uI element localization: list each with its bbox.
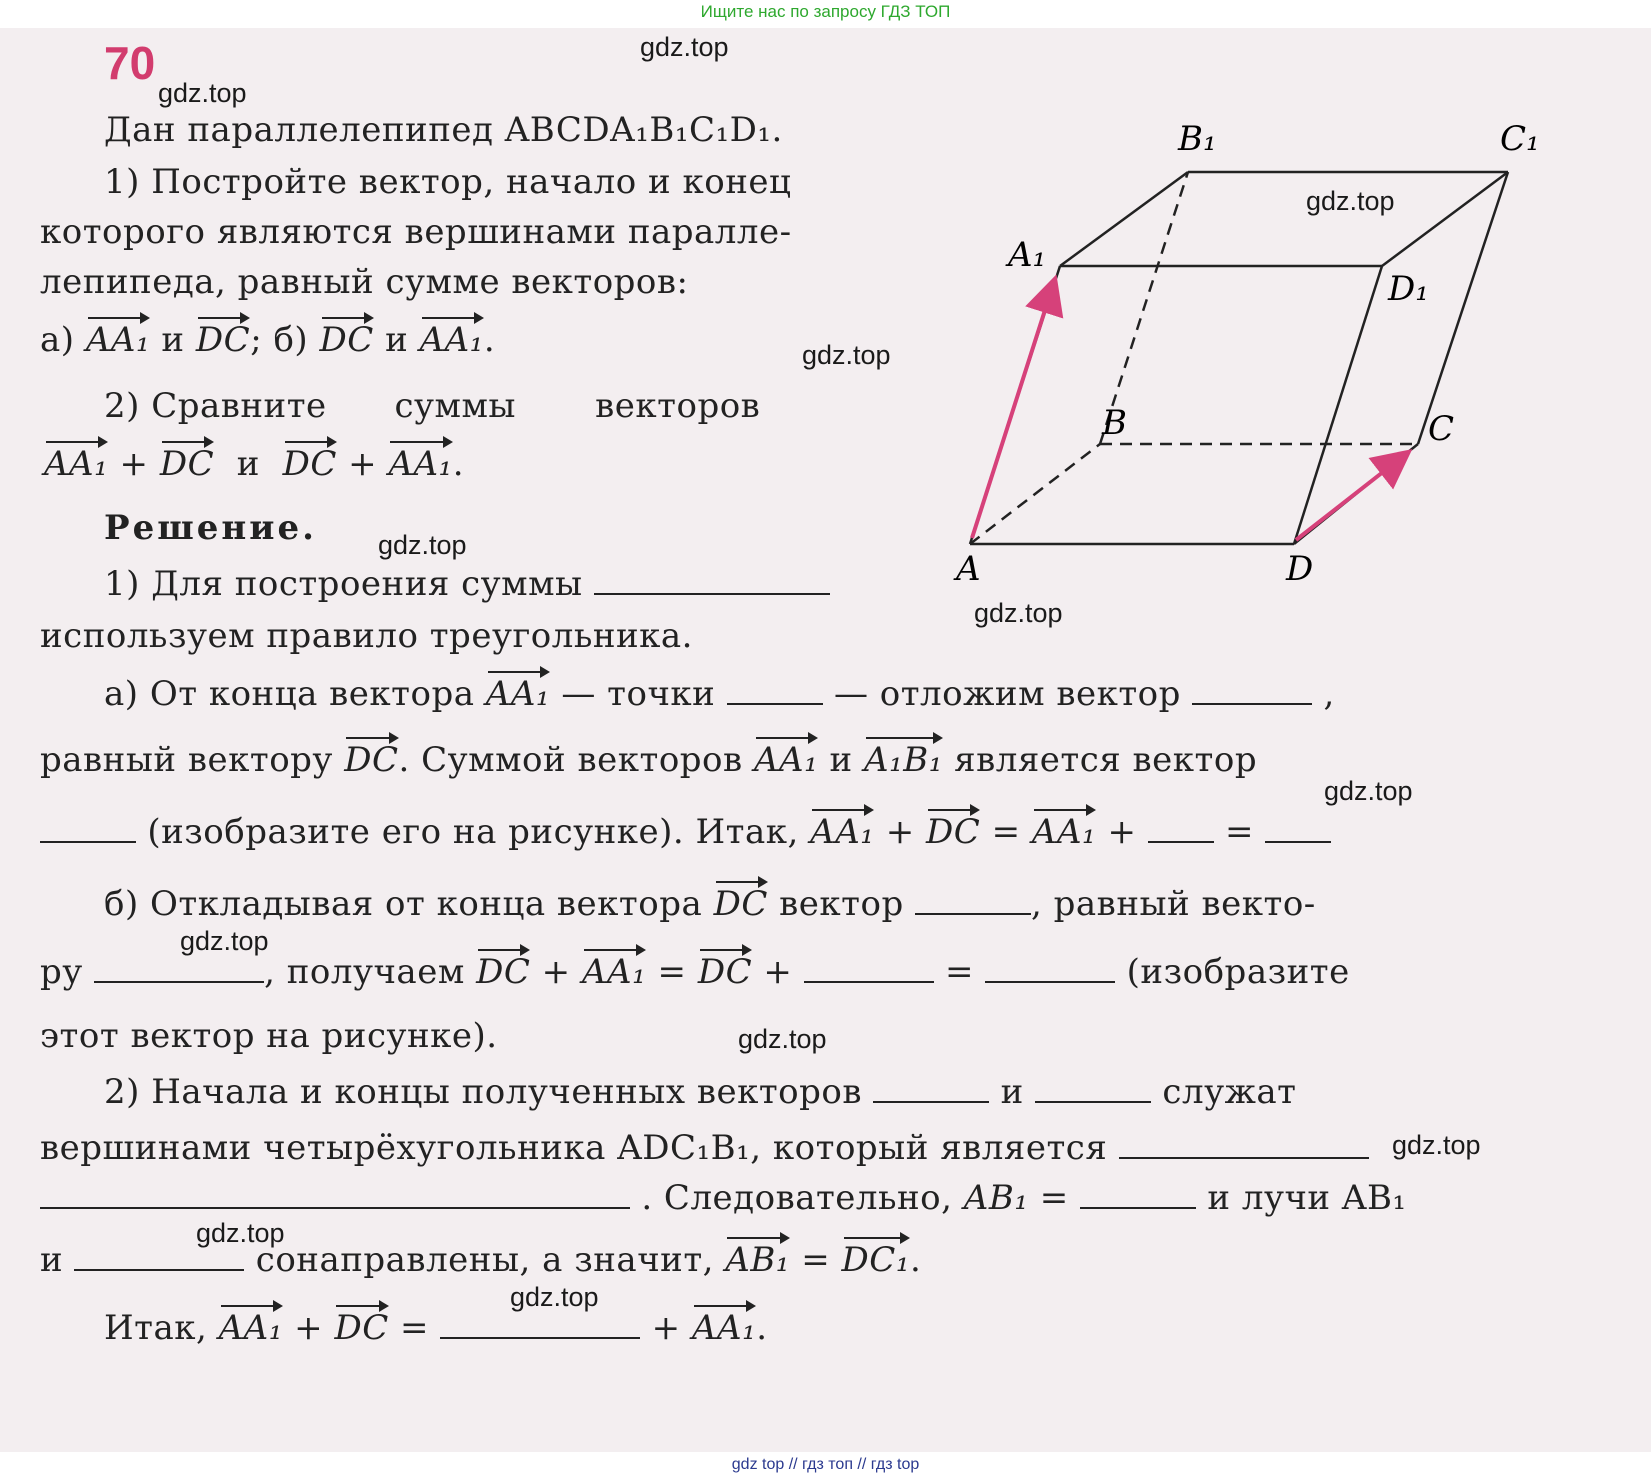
vector-AA1: AA₁ — [419, 320, 484, 360]
label-C: C — [1428, 409, 1455, 449]
label-D: D — [1286, 549, 1314, 589]
watermark: gdz.top — [510, 1282, 599, 1312]
vector-DC: DC — [195, 320, 251, 360]
solution-line-11 — [40, 1178, 1407, 1218]
edge-CC1 — [1418, 172, 1508, 444]
solution-text: , получаем — [264, 952, 465, 992]
solution-text: б) Откладывая от конца вектора — [104, 884, 703, 924]
solution-line-4 — [40, 740, 1257, 780]
vector-DC: DC — [476, 952, 531, 992]
solution-text: (изобразите — [1126, 952, 1350, 992]
statement-line-1: Дан параллелепипед ABCDA₁B₁C₁D₁. — [104, 110, 783, 150]
item-a-label: а) — [40, 320, 75, 360]
solution-line-7: ру , получаем DC + AA₁ = DC + = (изобразите — [40, 952, 1350, 992]
answer-blank[interactable] — [1080, 1181, 1196, 1209]
statement-line-5: а) AA₁ и DC; б) DC и AA₁. — [40, 320, 496, 360]
problem-number: 70 — [104, 37, 156, 89]
vector-DC: DC — [713, 884, 768, 924]
solution-line-5: (изобразите его на рисунке). Итак, AA₁ + DC = AA₁ + = — [40, 812, 1331, 852]
watermark: gdz.top — [974, 598, 1063, 628]
solution-text: ру — [40, 952, 83, 992]
watermark: gdz.top — [738, 1024, 827, 1054]
solution-text: равный вектору — [40, 740, 333, 780]
answer-blank[interactable] — [804, 955, 934, 983]
watermark: gdz.top — [1324, 776, 1413, 806]
answer-blank[interactable] — [1148, 815, 1214, 843]
solution-text: . Следовательно, — [641, 1178, 953, 1218]
vector-AB1: AB₁ — [725, 1240, 790, 1280]
edge-A1B1 — [1060, 172, 1188, 266]
answer-blank[interactable] — [873, 1075, 989, 1103]
solution-text: а) От конца вектора — [104, 674, 475, 714]
statement-line-6: 2) Сравните суммы векторов — [104, 386, 761, 426]
edge-DD1 — [1294, 266, 1382, 544]
label-A: A — [956, 549, 981, 589]
statement-line-2: 1) Постройте вектор, начало и конец — [104, 162, 792, 202]
and-word: и — [829, 740, 853, 780]
and-word: и — [236, 444, 260, 484]
vector-DC: DC — [159, 444, 215, 484]
solution-text: — точки — [561, 674, 716, 714]
solution-heading: Решение. — [104, 508, 317, 548]
answer-blank[interactable] — [594, 567, 830, 595]
solution-line-8: этот вектор на рисунке). — [40, 1016, 498, 1056]
solution-line-9 — [104, 1072, 1296, 1112]
solution-text: 1) Для построения суммы — [104, 564, 583, 604]
item-b-label: ; б) — [250, 320, 309, 360]
solution-text: вершинами четырёхугольника ADC₁B₁, который является — [40, 1128, 1108, 1168]
solution-text: , равный векто- — [1031, 884, 1316, 924]
statement-line-3: которого являются вершинами паралле- — [40, 212, 792, 252]
vector-AA1: AA₁ — [691, 1308, 757, 1348]
watermark: gdz.top — [1392, 1130, 1481, 1160]
answer-blank[interactable] — [1265, 815, 1331, 843]
answer-blank[interactable] — [985, 955, 1115, 983]
vector-AA1: AA₁ — [1031, 812, 1097, 852]
vector-AA1: AA₁ — [581, 952, 647, 992]
watermark: gdz.top — [1306, 186, 1395, 216]
solution-line-2: используем правило треугольника. — [40, 616, 693, 656]
statement-line-4: лепипеда, равный сумме векторов: — [40, 262, 689, 302]
vector-DC: DC — [282, 444, 337, 484]
vector-AA1: AA₁ — [388, 444, 453, 484]
vector-AA1: AA₁ — [85, 320, 151, 360]
vector-A1B1: A₁B₁ — [864, 740, 943, 780]
watermark: gdz.top — [640, 32, 729, 62]
watermark: gdz.top — [196, 1218, 285, 1248]
solution-text: сонаправлены, а значит, — [255, 1240, 714, 1280]
edge-AB-hidden — [970, 444, 1100, 544]
solution-line-10 — [40, 1128, 1369, 1168]
watermark: gdz.top — [158, 78, 247, 108]
vector-DC: DC — [334, 1308, 389, 1348]
answer-blank[interactable] — [440, 1311, 640, 1339]
answer-blank[interactable] — [74, 1243, 244, 1271]
solution-text: Итак, — [104, 1308, 208, 1348]
solution-line-3: а) От конца вектора AA₁ — точки — отложим вектор , — [104, 674, 1335, 714]
solution-text: (изобразите его на рисунке). Итак, — [147, 812, 799, 852]
edge-D1C1 — [1382, 172, 1508, 266]
and-word: и — [40, 1240, 64, 1280]
vector-AA1: AA₁ — [485, 674, 551, 714]
top-banner: Ищите нас по запросу ГДЗ ТОП — [700, 2, 951, 21]
vector-AA1: AA₁ — [810, 812, 875, 852]
solution-line-6 — [104, 884, 1316, 924]
watermark: gdz.top — [180, 926, 269, 956]
label-A1: A₁ — [1008, 235, 1047, 275]
vector-DC: DC — [697, 952, 753, 992]
solution-text: — отложим вектор — [833, 674, 1181, 714]
answer-blank[interactable] — [1035, 1075, 1151, 1103]
vector-DC: DC — [344, 740, 399, 780]
and-word: и — [1000, 1072, 1024, 1112]
vector-DC1: DC₁ — [841, 1240, 910, 1280]
solution-line-1 — [104, 564, 830, 604]
solution-line-13: Итак, AA₁ + DC = + AA₁. — [104, 1308, 768, 1348]
bottom-banner: gdz top // гдз топ // гдз top — [731, 1456, 920, 1473]
and-word: и — [385, 320, 409, 360]
solution-text: служат — [1162, 1072, 1297, 1112]
answer-blank[interactable] — [915, 887, 1031, 915]
solution-text: 2) Начала и концы полученных векторов — [104, 1072, 862, 1112]
vector-DC: DC — [926, 812, 981, 852]
answer-blank[interactable] — [1119, 1131, 1369, 1159]
answer-blank[interactable] — [40, 1181, 630, 1209]
label-B1: B₁ — [1178, 119, 1217, 159]
label-B: B — [1102, 403, 1127, 443]
statement-line-7: AA₁ + DC и DC + AA₁. — [44, 444, 465, 484]
answer-blank[interactable] — [1192, 677, 1312, 705]
vector-AA1-arrow — [972, 282, 1054, 538]
solution-text: является вектор — [954, 740, 1258, 780]
solution-text: и лучи AB₁ — [1207, 1178, 1407, 1218]
and-word: и — [161, 320, 185, 360]
answer-blank[interactable] — [40, 815, 136, 843]
parallelepiped-figure — [956, 110, 1560, 600]
solution-text: AB₁ = — [963, 1178, 1069, 1218]
answer-blank[interactable] — [727, 677, 823, 705]
answer-blank[interactable] — [94, 955, 264, 983]
vector-AA1: AA₁ — [44, 444, 109, 484]
solution-line-12: и сонаправлены, а значит, AB₁ = DC₁. — [40, 1240, 922, 1280]
watermark: gdz.top — [378, 530, 467, 560]
label-C1: C₁ — [1500, 119, 1540, 159]
vector-DC-arrow — [1296, 454, 1406, 540]
solution-text: . Суммой векторов — [398, 740, 743, 780]
vector-DC: DC — [319, 320, 374, 360]
vector-AA1: AA₁ — [753, 740, 819, 780]
watermark: gdz.top — [802, 340, 891, 370]
label-D1: D₁ — [1388, 269, 1429, 309]
vector-AA1: AA₁ — [218, 1308, 283, 1348]
solution-text: вектор — [779, 884, 904, 924]
